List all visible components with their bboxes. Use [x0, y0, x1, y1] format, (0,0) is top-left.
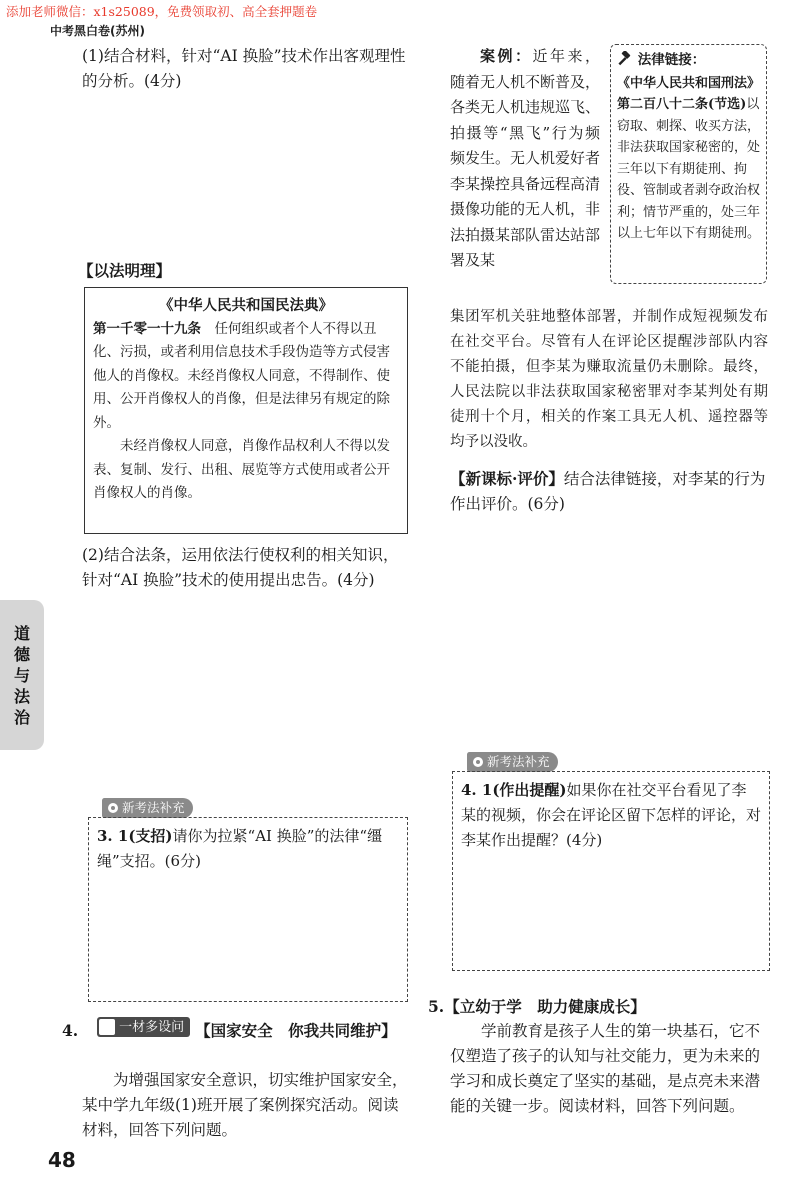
q4-topic: 【国家安全 你我共同维护】: [195, 1021, 397, 1040]
side-tab-char: 德: [13, 644, 30, 664]
q4-1-text: 如果你在社交平台看见了李某的视频，你会在评论区留下怎样的评论，对李某作出提醒？(4分): [461, 781, 762, 849]
law-section-label: 【以法明理】: [78, 261, 172, 280]
q4-1-label: (作出提醒): [492, 781, 567, 799]
legal-link-label-row: [617, 49, 760, 73]
question-2: (2)结合法条，运用依法行使权利的相关知识，针对“AI 换脸”技术的使用提出忠告。(4分): [82, 546, 399, 589]
multi-question-badge-text: 一材多设问: [119, 1019, 185, 1035]
question-4-heading: [62, 1017, 412, 1044]
question-4-1: [461, 778, 761, 853]
civil-code-para-1-text: 任何组织或者个人不得以丑化、污损，或者利用信息技术手段伪造等方式侵害他人的肖像权。未经肖像权人同意，不得制作、使用、公开肖像权人的肖像，但是法律另有规定的除外。: [93, 320, 390, 431]
side-tab-char: 法: [13, 686, 30, 706]
gavel-icon: [617, 51, 633, 67]
multi-question-badge: [97, 1017, 190, 1037]
q3-new-method-tag: [102, 797, 193, 818]
q4-1-tag-text: 新考法补充: [487, 754, 550, 769]
case-text-narrow: [450, 44, 600, 274]
case-text-part-1: 近年来，随着无人机不断普及，各类无人机违规巡飞、拍摄等“黑飞”行为频频发生。无人机爱好者李某操控具备远程高清摄像功能的无人机，非法拍摄某部队雷达站部署及某: [450, 47, 601, 269]
q4-1-new-method-tag: [467, 751, 558, 772]
q3-text: 请你为拉紧“AI 换脸”的法律“缰绳”支招。(6分): [97, 827, 383, 870]
q5-number: 5.: [428, 997, 445, 1016]
legal-link-body: [617, 73, 760, 245]
criminal-law-text: 以窃取、刺探、收买方法，非法获取国家秘密的，处三年以下有期徒刑、拘役、管制或者剥夺政治权利；情节严重的，处三年以上七年以下有期徒刑。: [617, 97, 761, 241]
civil-code-para-2: 未经肖像权人同意，肖像作品权利人不得以发表、复制、发行、出租、展览等方式使用或者公开肖像权人的肖像。: [93, 438, 390, 501]
q3-label: (支招): [128, 827, 173, 845]
legal-link-box: [610, 44, 767, 284]
civil-code-title: 《中华人民共和国民法典》: [159, 297, 333, 314]
side-tab-char: 治: [13, 707, 30, 727]
q5-text: 学前教育是孩子人生的第一块基石，它不仅塑造了孩子的认知与社交能力，更为未来的学习和成长奠定了坚实的基础，是点亮未来潜能的关键一步。阅读材料，回答下列问题。: [450, 1022, 761, 1115]
case-text-wide: 集团军机关驻地整体部署，并制作成短视频发布在社交平台。尽管有人在评论区提醒涉部队内容不能拍摄，但李某为赚取流量仍未删除。最终，人民法院以非法获取国家秘密罪对李某判处有期徒刑十个月，相关的作案工具无人机、遥控器等均予以没收。: [450, 309, 768, 450]
new-eval-label: 【新课标·评价】: [450, 469, 564, 488]
pin-icon: [473, 757, 483, 767]
page-number: 48: [48, 1148, 76, 1172]
case-label: 案例：: [480, 47, 533, 65]
q4-number: 4.: [62, 1021, 79, 1040]
civil-code-box: [84, 287, 408, 534]
civil-code-article: 第一千零一十九条: [93, 320, 201, 337]
q3-tag-text: 新考法补充: [122, 800, 185, 815]
side-tab-char: 道: [13, 623, 30, 643]
question-3: [97, 824, 399, 874]
q4-1-answer-box: [452, 771, 770, 971]
question-1: [82, 44, 407, 94]
question-5-heading: [428, 994, 778, 1020]
question-1-text: (1)结合材料，针对“AI 换脸”技术作出客观理性的分析。(4分): [82, 47, 406, 90]
subject-side-tab: [0, 600, 44, 750]
new-eval-text: 结合法律链接，对李某的行为作出评价。(6分): [450, 470, 766, 513]
watermark-text: 添加老师微信：x1s25089，免费领取初、高全套押题卷: [6, 4, 318, 19]
civil-code-para-1: [93, 318, 399, 436]
new-curriculum-eval: [450, 466, 772, 517]
q3-number: 3. 1: [97, 827, 129, 845]
side-tab-char: 与: [13, 665, 30, 685]
check-icon: [99, 1019, 115, 1035]
legal-link-label: 法律链接：: [637, 52, 706, 68]
criminal-law-title: 《中华人民共和国刑法》第二百八十二条(节选): [617, 75, 761, 112]
pin-icon: [108, 803, 118, 813]
q4-intro-text: 为增强国家安全意识，切实维护国家安全，某中学九年级(1)班开展了案例探究活动。阅读材料，回答下列问题。: [82, 1071, 408, 1139]
q3-answer-box: [88, 817, 408, 1002]
q4-1-number: 4. 1: [461, 781, 493, 799]
q5-topic: 【立幼于学 助力健康成长】: [444, 997, 646, 1016]
running-header: 中考黑白卷(苏州): [50, 24, 145, 38]
